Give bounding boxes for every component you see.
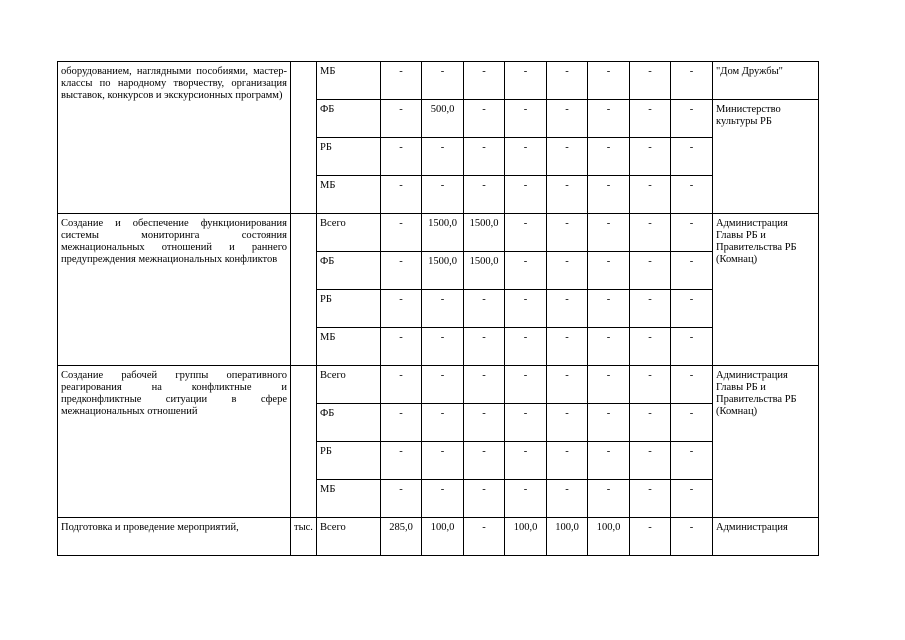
value-cell: - — [547, 290, 588, 328]
value-cell: - — [588, 404, 630, 442]
value-cell: - — [381, 214, 422, 252]
value-cell: 500,0 — [422, 100, 464, 138]
funding-source: Всего — [317, 518, 381, 556]
table-row — [58, 62, 819, 100]
value-cell: - — [547, 366, 588, 404]
value-cell: - — [381, 404, 422, 442]
value-cell: - — [464, 328, 505, 366]
value-cell: - — [547, 252, 588, 290]
value-cell: - — [588, 290, 630, 328]
measure-description: Подготовка и проведение мероприятий, — [58, 518, 291, 556]
value-cell: - — [422, 442, 464, 480]
value-cell: - — [505, 176, 547, 214]
value-cell: 1500,0 — [422, 214, 464, 252]
value-cell: - — [671, 404, 713, 442]
value-cell: - — [588, 214, 630, 252]
value-cell: - — [381, 480, 422, 518]
table-row — [58, 366, 819, 404]
value-cell: - — [505, 214, 547, 252]
funding-source: МБ — [317, 62, 381, 100]
value-cell: 100,0 — [422, 518, 464, 556]
value-cell: - — [464, 480, 505, 518]
funding-source: Всего — [317, 214, 381, 252]
value-cell: - — [630, 328, 671, 366]
value-cell: - — [464, 138, 505, 176]
value-cell: - — [671, 252, 713, 290]
unit-cell — [291, 62, 317, 214]
value-cell: - — [505, 290, 547, 328]
value-cell: - — [671, 480, 713, 518]
budget-table — [57, 61, 819, 556]
value-cell: - — [547, 62, 588, 100]
unit-cell — [291, 214, 317, 366]
value-cell: - — [505, 442, 547, 480]
value-cell: - — [671, 290, 713, 328]
value-cell: - — [547, 214, 588, 252]
value-cell: - — [671, 518, 713, 556]
value-cell: - — [381, 138, 422, 176]
value-cell: - — [505, 62, 547, 100]
value-cell: - — [630, 176, 671, 214]
value-cell: - — [381, 442, 422, 480]
value-cell: - — [422, 290, 464, 328]
value-cell: - — [671, 62, 713, 100]
value-cell: - — [630, 62, 671, 100]
value-cell: - — [588, 252, 630, 290]
value-cell: - — [547, 138, 588, 176]
value-cell: - — [671, 366, 713, 404]
value-cell: - — [671, 328, 713, 366]
value-cell: - — [630, 252, 671, 290]
responsible-cell: Администрация Главы РБ и Правительства РБ (Комнац) — [713, 214, 819, 366]
table-row — [58, 214, 819, 252]
value-cell: - — [381, 366, 422, 404]
funding-source: МБ — [317, 176, 381, 214]
value-cell: - — [630, 480, 671, 518]
value-cell: - — [588, 138, 630, 176]
value-cell: - — [464, 518, 505, 556]
value-cell: - — [630, 138, 671, 176]
value-cell: - — [381, 62, 422, 100]
value-cell: - — [630, 100, 671, 138]
funding-source: РБ — [317, 290, 381, 328]
responsible-cell: Администрация Главы РБ и Правительства РБ (Комнац) — [713, 366, 819, 518]
measure-description: оборудованием, наглядными пособиями, мастер-классы по народному творчеству, организация выставок, конкурсов и экскурсионных программ) — [58, 62, 291, 214]
value-cell: - — [630, 290, 671, 328]
value-cell: - — [422, 138, 464, 176]
value-cell: - — [381, 328, 422, 366]
funding-source: ФБ — [317, 252, 381, 290]
value-cell: - — [671, 214, 713, 252]
value-cell: - — [588, 480, 630, 518]
value-cell: - — [464, 290, 505, 328]
value-cell: 100,0 — [505, 518, 547, 556]
table-row — [58, 518, 819, 556]
value-cell: - — [422, 366, 464, 404]
responsible-cell: Министерство культуры РБ — [713, 100, 819, 214]
value-cell: - — [422, 480, 464, 518]
value-cell: - — [381, 176, 422, 214]
value-cell: - — [381, 252, 422, 290]
funding-source: Всего — [317, 366, 381, 404]
value-cell: 1500,0 — [422, 252, 464, 290]
responsible-cell: "Дом Дружбы" — [713, 62, 819, 100]
value-cell: - — [505, 366, 547, 404]
value-cell: - — [505, 480, 547, 518]
value-cell: - — [630, 442, 671, 480]
value-cell: - — [505, 252, 547, 290]
value-cell: - — [464, 366, 505, 404]
value-cell: - — [547, 328, 588, 366]
value-cell: - — [464, 176, 505, 214]
value-cell: - — [464, 442, 505, 480]
value-cell: - — [630, 366, 671, 404]
table-body — [58, 62, 819, 556]
value-cell: - — [547, 404, 588, 442]
value-cell: - — [588, 176, 630, 214]
value-cell: - — [588, 100, 630, 138]
value-cell: - — [422, 62, 464, 100]
value-cell: - — [588, 62, 630, 100]
unit-cell — [291, 366, 317, 518]
value-cell: - — [671, 100, 713, 138]
value-cell: - — [630, 404, 671, 442]
value-cell: 100,0 — [547, 518, 588, 556]
value-cell: - — [381, 290, 422, 328]
value-cell: 1500,0 — [464, 252, 505, 290]
value-cell: - — [505, 328, 547, 366]
funding-source: ФБ — [317, 100, 381, 138]
value-cell: - — [588, 442, 630, 480]
value-cell: - — [671, 176, 713, 214]
funding-source: МБ — [317, 328, 381, 366]
value-cell: - — [422, 328, 464, 366]
value-cell: - — [422, 404, 464, 442]
value-cell: - — [547, 100, 588, 138]
value-cell: - — [588, 328, 630, 366]
value-cell: 285,0 — [381, 518, 422, 556]
value-cell: - — [505, 100, 547, 138]
value-cell: - — [547, 176, 588, 214]
funding-source: РБ — [317, 442, 381, 480]
value-cell: - — [505, 404, 547, 442]
value-cell: - — [547, 480, 588, 518]
value-cell: - — [464, 404, 505, 442]
responsible-cell: Администрация — [713, 518, 819, 556]
value-cell: - — [381, 100, 422, 138]
value-cell: - — [464, 62, 505, 100]
unit-cell: тыс. — [291, 518, 317, 556]
measure-description: Создание и обеспечение функционирования системы мониторинга состояния межнациональных отношений и раннего предупреждения межнациональных конфликтов — [58, 214, 291, 366]
funding-source: РБ — [317, 138, 381, 176]
funding-source: ФБ — [317, 404, 381, 442]
value-cell: - — [630, 214, 671, 252]
value-cell: - — [671, 442, 713, 480]
value-cell: - — [630, 518, 671, 556]
value-cell: - — [671, 138, 713, 176]
value-cell: 1500,0 — [464, 214, 505, 252]
value-cell: - — [505, 138, 547, 176]
measure-description: Создание рабочей группы оперативного реагирования на конфликтные и предконфликтные ситуации в сфере межнациональных отношений — [58, 366, 291, 518]
value-cell: - — [588, 366, 630, 404]
value-cell: - — [422, 176, 464, 214]
value-cell: 100,0 — [588, 518, 630, 556]
value-cell: - — [547, 442, 588, 480]
value-cell: - — [464, 100, 505, 138]
funding-source: МБ — [317, 480, 381, 518]
